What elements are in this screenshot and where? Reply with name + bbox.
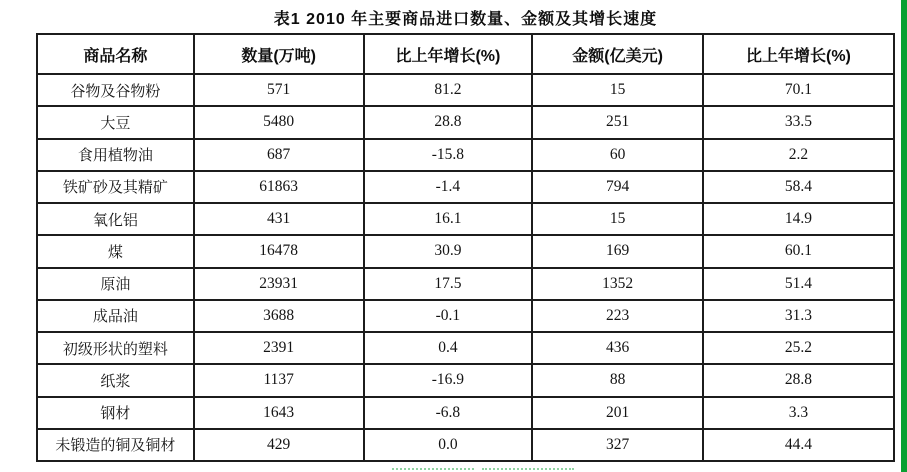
- value-cell: 201: [532, 397, 703, 429]
- value-cell: 17.5: [364, 268, 533, 300]
- value-cell: 15: [532, 203, 703, 235]
- commodity-name-cell: 纸浆: [37, 364, 194, 396]
- value-cell: 431: [194, 203, 364, 235]
- value-cell: 429: [194, 429, 364, 461]
- value-cell: 5480: [194, 106, 364, 138]
- value-cell: 2.2: [703, 139, 894, 171]
- commodity-name-cell: 食用植物油: [37, 139, 194, 171]
- value-cell: 15: [532, 74, 703, 106]
- value-cell: 61863: [194, 171, 364, 203]
- scan-artifact-green-dash: [482, 468, 574, 472]
- value-cell: 70.1: [703, 74, 894, 106]
- value-cell: -6.8: [364, 397, 533, 429]
- table-header-row: [37, 34, 894, 74]
- table-row: [37, 429, 894, 461]
- value-cell: 14.9: [703, 203, 894, 235]
- import-data-table: [36, 33, 895, 462]
- commodity-name-cell: 原油: [37, 268, 194, 300]
- value-cell: 31.3: [703, 300, 894, 332]
- value-cell: 30.9: [364, 235, 533, 267]
- value-cell: 16.1: [364, 203, 533, 235]
- table-row: [37, 74, 894, 106]
- value-cell: 28.8: [703, 364, 894, 396]
- scan-edge-green-bar: [901, 0, 907, 472]
- value-cell: 3688: [194, 300, 364, 332]
- value-cell: 571: [194, 74, 364, 106]
- value-cell: 687: [194, 139, 364, 171]
- column-header: 金额(亿美元): [532, 34, 703, 74]
- value-cell: 436: [532, 332, 703, 364]
- commodity-name-cell: 氧化铝: [37, 203, 194, 235]
- value-cell: -15.8: [364, 139, 533, 171]
- table-row: [37, 139, 894, 171]
- value-cell: 1643: [194, 397, 364, 429]
- commodity-name-cell: 大豆: [37, 106, 194, 138]
- value-cell: 60: [532, 139, 703, 171]
- value-cell: 2391: [194, 332, 364, 364]
- table-row: [37, 332, 894, 364]
- table-row: [37, 235, 894, 267]
- commodity-name-cell: 谷物及谷物粉: [37, 74, 194, 106]
- value-cell: 81.2: [364, 74, 533, 106]
- value-cell: 51.4: [703, 268, 894, 300]
- value-cell: 23931: [194, 268, 364, 300]
- table-row: [37, 203, 894, 235]
- table-row: [37, 171, 894, 203]
- value-cell: 1352: [532, 268, 703, 300]
- table-row: [37, 268, 894, 300]
- value-cell: -16.9: [364, 364, 533, 396]
- value-cell: 794: [532, 171, 703, 203]
- commodity-name-cell: 钢材: [37, 397, 194, 429]
- commodity-name-cell: 成品油: [37, 300, 194, 332]
- column-header: 数量(万吨): [194, 34, 364, 74]
- table-row: [37, 397, 894, 429]
- scan-artifact-green-dash: [392, 468, 474, 472]
- value-cell: 33.5: [703, 106, 894, 138]
- value-cell: 60.1: [703, 235, 894, 267]
- value-cell: 88: [532, 364, 703, 396]
- table-row: [37, 300, 894, 332]
- value-cell: 0.0: [364, 429, 533, 461]
- value-cell: 1137: [194, 364, 364, 396]
- value-cell: 327: [532, 429, 703, 461]
- value-cell: 58.4: [703, 171, 894, 203]
- value-cell: 3.3: [703, 397, 894, 429]
- value-cell: 25.2: [703, 332, 894, 364]
- commodity-name-cell: 煤: [37, 235, 194, 267]
- value-cell: 169: [532, 235, 703, 267]
- table-title: 表1 2010 年主要商品进口数量、金额及其增长速度: [273, 11, 658, 28]
- value-cell: -0.1: [364, 300, 533, 332]
- value-cell: 251: [532, 106, 703, 138]
- table-row: [37, 364, 894, 396]
- commodity-name-cell: 初级形状的塑料: [37, 332, 194, 364]
- value-cell: 223: [532, 300, 703, 332]
- table-row: [37, 106, 894, 138]
- value-cell: 44.4: [703, 429, 894, 461]
- commodity-name-cell: 铁矿砂及其精矿: [37, 171, 194, 203]
- value-cell: 16478: [194, 235, 364, 267]
- value-cell: -1.4: [364, 171, 533, 203]
- value-cell: 0.4: [364, 332, 533, 364]
- column-header: 比上年增长(%): [364, 34, 533, 74]
- commodity-name-cell: 未锻造的铜及铜材: [37, 429, 194, 461]
- column-header: 比上年增长(%): [703, 34, 894, 74]
- value-cell: 28.8: [364, 106, 533, 138]
- column-header: 商品名称: [37, 34, 194, 74]
